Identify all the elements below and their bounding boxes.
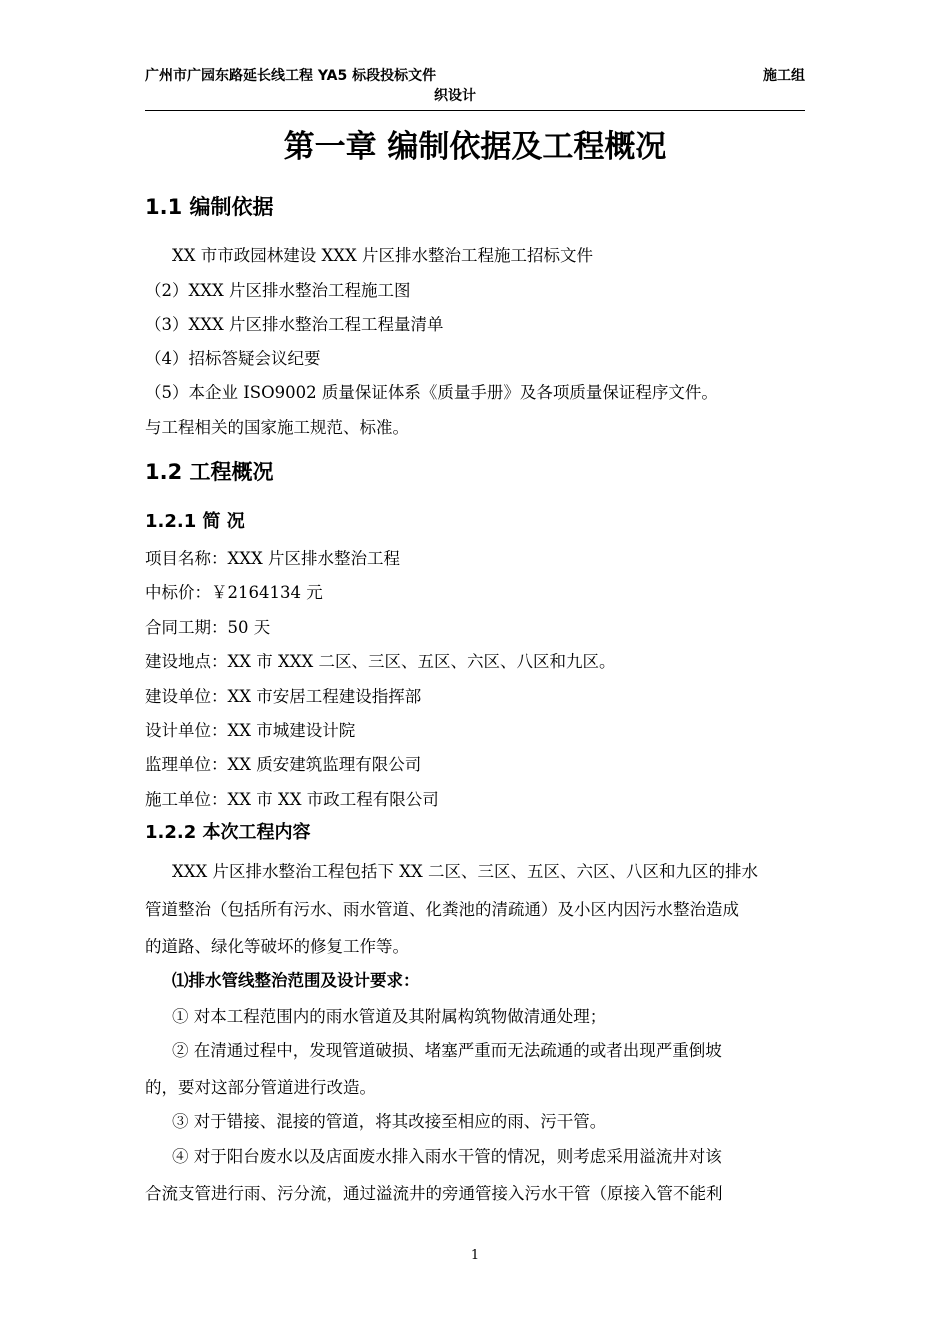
requirement-line: ① 对本工程范围内的雨水管道及其附属构筑物做清通处理； <box>172 1007 607 1026</box>
section-heading-1-2: 1.2 工程概况 <box>145 460 274 484</box>
overview-item: 建设单位：XX 市安居工程建设指挥部 <box>145 687 422 706</box>
chapter-title: 第一章 编制依据及工程概况 <box>283 129 667 165</box>
overview-item: 项目名称：XXX 片区排水整治工程 <box>145 549 400 568</box>
overview-item: 中标价：￥2164134 元 <box>145 583 323 602</box>
content-paragraph-line: XXX 片区排水整治工程包括下 XX 二区、三区、五区、六区、八区和九区的排水 <box>172 862 758 881</box>
overview-item: 设计单位：XX 市城建设计院 <box>145 721 356 740</box>
content-paragraph-line: 的道路、绿化等破坏的修复工作等。 <box>145 937 409 956</box>
basis-item: （5）本企业 ISO9002 质量保证体系《质量手册》及各项质量保证程序文件。 <box>145 383 718 402</box>
overview-item: 监理单位：XX 质安建筑监理有限公司 <box>145 755 422 774</box>
requirements-subheading: ⑴排水管线整治范围及设计要求： <box>172 971 420 990</box>
header-left <box>145 66 545 106</box>
requirement-line: 的，要对这部分管道进行改造。 <box>145 1078 376 1097</box>
basis-item: 与工程相关的国家施工规范、标准。 <box>145 418 409 437</box>
overview-item: 建设地点：XX 市 XXX 二区、三区、五区、六区、八区和九区。 <box>145 652 616 671</box>
requirement-line: ② 在清通过程中，发现管道破损、堵塞严重而无法疏通的或者出现严重倒坡 <box>172 1041 722 1060</box>
basis-item: （4）招标答疑会议纪要 <box>145 349 321 368</box>
overview-item: 施工单位：XX 市 XX 市政工程有限公司 <box>145 790 439 809</box>
header-right: 施工组 <box>763 68 805 84</box>
basis-item: （2）XXX 片区排水整治工程施工图 <box>145 281 411 300</box>
subsection-heading-1-2-2: 1.2.2 本次工程内容 <box>145 822 311 843</box>
overview-item: 合同工期：50 天 <box>145 618 271 637</box>
requirement-line: 合流支管进行雨、污分流，通过溢流井的旁通管接入污水干管（原接入管不能利 <box>145 1184 723 1203</box>
page-header <box>145 66 805 111</box>
requirement-line: ④ 对于阳台废水以及店面废水排入雨水干管的情况，则考虑采用溢流井对该 <box>172 1147 722 1166</box>
basis-item: XX 市市政园林建设 XXX 片区排水整治工程施工招标文件 <box>172 246 593 265</box>
subsection-heading-1-2-1: 1.2.1 简 况 <box>145 511 245 532</box>
basis-item: （3）XXX 片区排水整治工程工程量清单 <box>145 315 444 334</box>
page-number: 1 <box>470 1248 480 1263</box>
header-title-line2: 织设计 <box>434 88 476 104</box>
content-paragraph-line: 管道整治（包括所有污水、雨水管道、化粪池的清疏通）及小区内因污水整治造成 <box>145 900 739 919</box>
header-title-line1: 广州市广园东路延长线工程 YA5 标段投标文件 <box>145 68 437 84</box>
requirement-line: ③ 对于错接、混接的管道，将其改接至相应的雨、污干管。 <box>172 1112 607 1131</box>
section-heading-1-1: 1.1 编制依据 <box>145 195 274 219</box>
